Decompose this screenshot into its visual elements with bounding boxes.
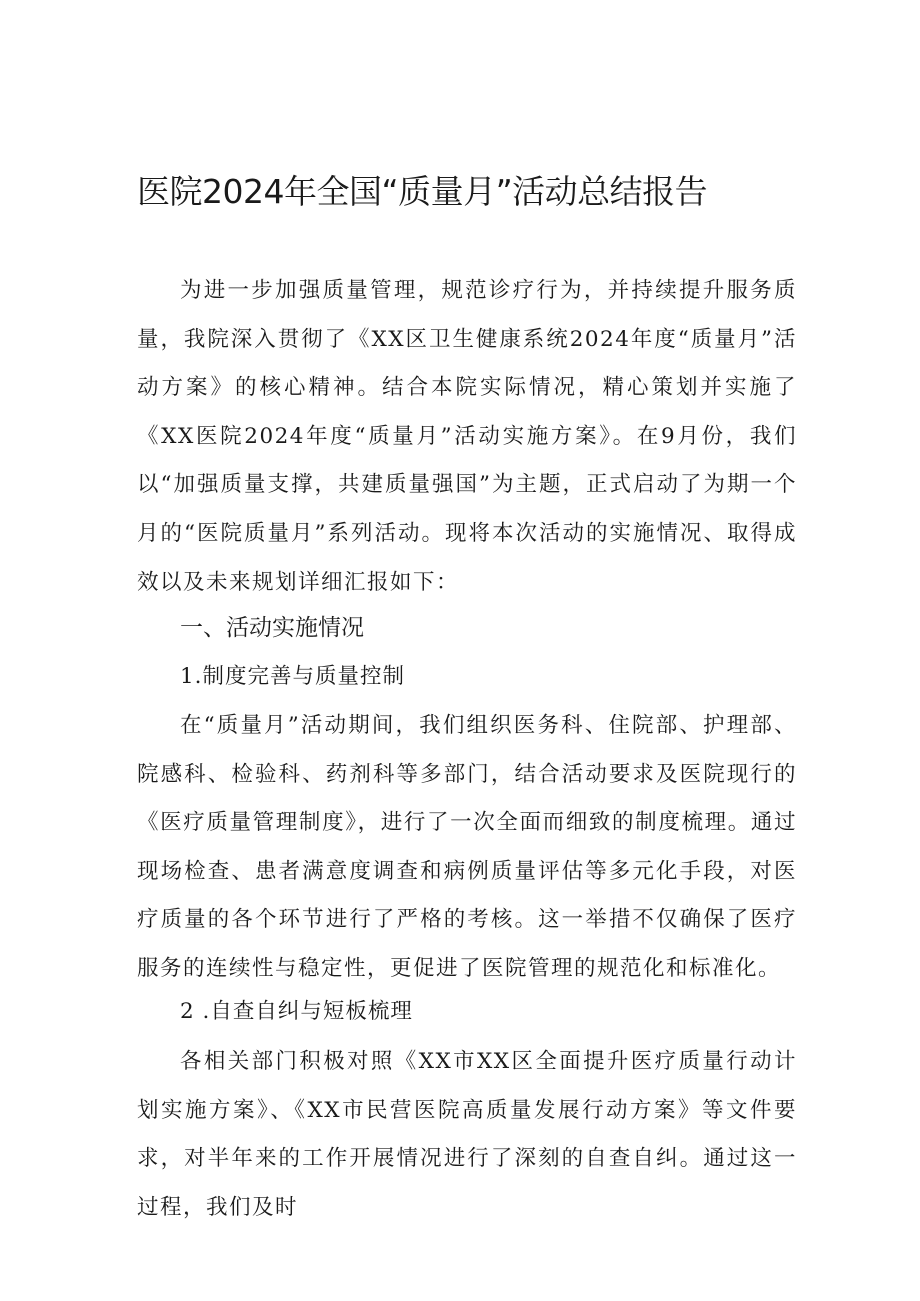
document-title: 医院2024年全国“质量月”活动总结报告 [137,172,708,211]
intro-paragraph: 为进一步加强质量管理，规范诊疗行为，并持续提升服务质量，我院深入贯彻了《XX区卫生健康系统2024年度“质量月”活动方案》的核心精神。结合本院实际情况，精心策划并实施了《XX医院2024年度“质量月”活动实施方案》。在9月份，我们以“加强质量支撑，共建质量强国”为主题，正式启动了为期一个月的“医院质量月”系列活动。现将本次活动的实施情况、取得成效以及未来规划详细汇报如下： [137,278,797,595]
paragraph-system-improvement: 在“质量月”活动期间，我们组织医务科、住院部、护理部、院感科、检验科、药剂科等多部门，结合活动要求及医院现行的《医疗质量管理制度》，进行了一次全面而细致的制度梳理。通过现场检查、患者满意度调查和病例质量评估等多元化手段，对医疗质量的各个环节进行了严格的考核。这一举措不仅确保了医疗服务的连续性与稳定性，更促进了医院管理的规范化和标准化。 [137,713,797,981]
paragraph-self-inspection: 各相关部门积极对照《XX市XX区全面提升医疗质量行动计划实施方案》、《XX市民营医院高质量发展行动方案》等文件要求，对半年来的工作开展情况进行了深刻的自查自纠。通过这一过程，我们及时 [137,1049,797,1220]
section-heading-activity-implementation: 一、活动实施情况 [180,615,364,641]
subheading-system-improvement: 1.制度完善与质量控制 [180,664,406,689]
subheading-self-inspection: 2 .自查自纠与短板梳理 [180,999,413,1024]
